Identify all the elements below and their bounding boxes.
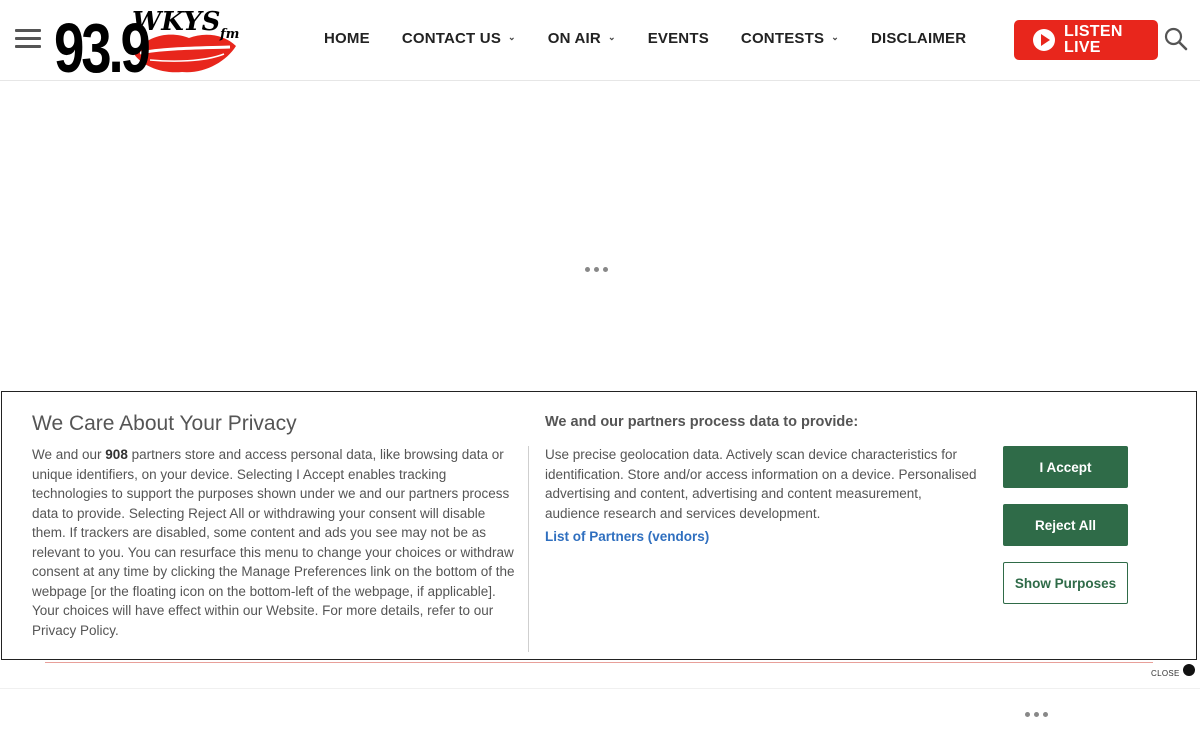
reject-all-button[interactable]: Reject All: [1003, 504, 1128, 546]
chevron-down-icon: ⌄: [508, 32, 516, 42]
nav-disclaimer[interactable]: DISCLAIMER: [870, 30, 967, 47]
ad-strip: [0, 688, 1200, 689]
purposes-heading: We and our partners process data to provide:: [545, 414, 859, 430]
hamburger-icon[interactable]: [15, 29, 41, 49]
search-icon[interactable]: [1163, 26, 1189, 52]
nav-contact-us[interactable]: CONTACT US ⌄: [401, 30, 516, 47]
play-icon: [1033, 29, 1055, 51]
show-purposes-button[interactable]: Show Purposes: [1003, 562, 1128, 604]
nav-home[interactable]: HOME: [324, 30, 370, 47]
live-label: LIVE: [1064, 39, 1101, 56]
site-header: [0, 0, 1200, 81]
privacy-divider: [528, 446, 529, 652]
logo-suffix: fm: [220, 27, 240, 42]
loading-dots-icon: [1025, 712, 1048, 717]
nav-on-air[interactable]: ON AIR ⌄: [547, 30, 616, 47]
privacy-title: We Care About Your Privacy: [32, 412, 297, 435]
accept-button[interactable]: I Accept: [1003, 446, 1128, 488]
purposes-text: Use precise geolocation data. Actively scan device characteristics for identification. Store and/or access information on a device. Personalised advertising and content, advertising and content measurement, audience research and services development.: [545, 447, 977, 521]
chevron-down-icon: ⌄: [831, 32, 839, 42]
station-logo[interactable]: [54, 2, 244, 78]
ad-close-label[interactable]: CLOSE: [1151, 669, 1180, 678]
logo-call-letters: WKYS: [132, 7, 221, 37]
privacy-consent-dialog: [1, 391, 1197, 660]
ad-close-icon[interactable]: [1183, 664, 1195, 676]
listen-label: LISTEN: [1064, 23, 1123, 40]
loading-dots-icon: [585, 267, 608, 272]
partners-count: 908: [105, 447, 128, 462]
privacy-body: We and our 908 partners store and access personal data, like browsing data or unique identifiers, on your device. Selecting I Accept enables tracking technologies to support the purposes shown under we and our partners process data to provide. Selecting Reject All or withdrawing your consent will disable them. If trackers are disabled, some content and ads you see may not be as relevant to you. You can resurface this menu to change your choices or withdraw consent at any time by clicking the Manage Preferences link on the bottom of the webpage [or the floating icon on the bottom-left of the webpage, if applicable]. Your choices will have effect within our Website. For more details, refer to our Privacy Policy.: [32, 447, 515, 638]
nav-events[interactable]: EVENTS: [647, 30, 709, 47]
listen-live-button[interactable]: [1014, 20, 1158, 60]
logo-number: 93.9: [54, 9, 148, 78]
ad-divider: [45, 662, 1153, 663]
main-nav: [324, 30, 966, 47]
nav-contests[interactable]: CONTESTS ⌄: [740, 30, 839, 47]
chevron-down-icon: ⌄: [607, 32, 616, 42]
list-of-partners-link[interactable]: List of Partners (vendors): [545, 529, 710, 544]
